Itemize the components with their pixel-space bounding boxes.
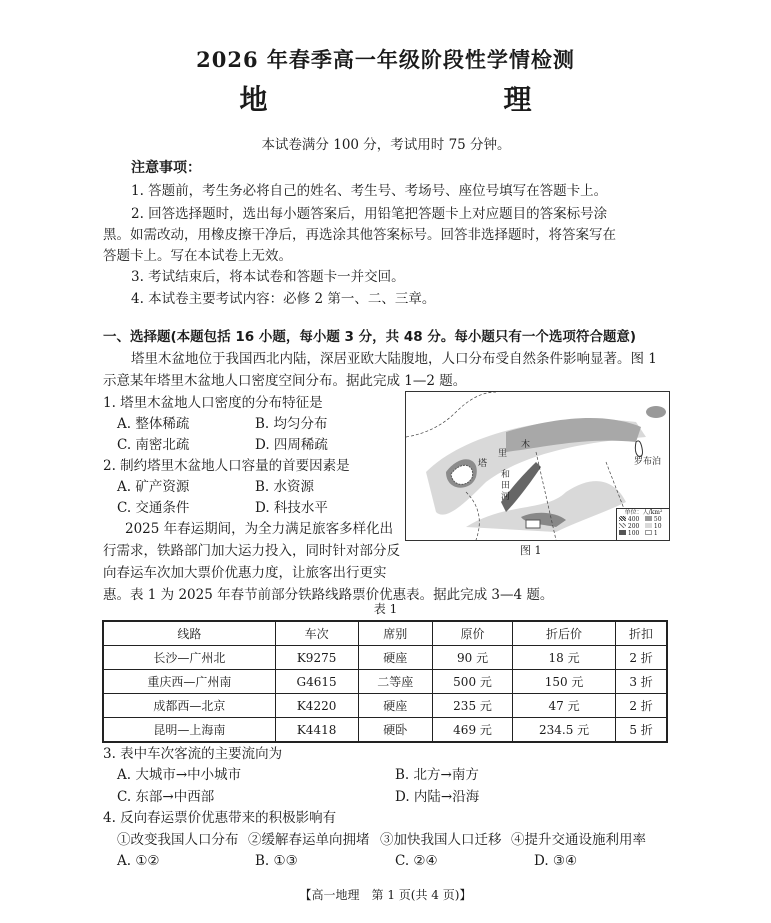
population-density-map xyxy=(405,391,670,541)
passage-line: 向春运车次加大票价优惠力度，让旅客出行更实 xyxy=(103,565,387,581)
table-cell: K4220 xyxy=(275,694,358,718)
table-cell: 2 折 xyxy=(616,694,667,718)
table-header: 折扣 xyxy=(616,621,667,646)
table-cell: 47 元 xyxy=(513,694,616,718)
option-4d[interactable]: D. ③④ xyxy=(534,853,578,869)
passage-line: 2025 年春运期间，为全力满足旅客多样化出 xyxy=(125,521,394,537)
table-cell: 5 折 xyxy=(616,718,667,743)
question-3-stem: 3. 表中车次客流的主要流向为 xyxy=(103,746,283,762)
page-footer: 【高一地理 第 1 页(共 4 页)】 xyxy=(299,888,472,902)
legend-value: 100 xyxy=(627,530,640,537)
legend-value: 400 xyxy=(627,516,640,523)
table-cell: 3 折 xyxy=(616,670,667,694)
legend-swatch xyxy=(619,523,626,528)
notice-item: 答题卡上。写在本试卷上无效。 xyxy=(103,248,292,264)
option-2c[interactable]: C. 交通条件 xyxy=(117,500,190,516)
map-label: 塔 xyxy=(478,459,488,469)
legend-swatch xyxy=(619,516,626,521)
legend-swatch xyxy=(645,530,652,535)
map-label: 里 xyxy=(498,449,508,459)
statement-2: ②缓解春运单向拥堵 xyxy=(248,832,370,848)
table-header: 车次 xyxy=(275,621,358,646)
question-4-stem: 4. 反向春运票价优惠带来的积极影响有 xyxy=(103,810,337,826)
table-cell: 昆明—上海南 xyxy=(103,718,275,743)
map-legend xyxy=(616,508,670,541)
figure-caption: 图 1 xyxy=(520,544,542,557)
option-3c[interactable]: C. 东部→中西部 xyxy=(117,789,215,805)
notice-item: 黑。如需改动，用橡皮擦干净后，再选涂其他答案标号。回答非选择题时，将答案写在 xyxy=(103,227,616,243)
table-cell: 长沙—广州北 xyxy=(103,646,275,670)
option-4c[interactable]: C. ②④ xyxy=(395,853,438,869)
table-header: 原价 xyxy=(433,621,513,646)
table-cell: 重庆西—广州南 xyxy=(103,670,275,694)
table-cell: 18 元 xyxy=(513,646,616,670)
option-1b[interactable]: B. 均匀分布 xyxy=(255,416,328,432)
legend-swatch xyxy=(645,523,652,528)
option-4b[interactable]: B. ①③ xyxy=(255,853,298,869)
table-cell: 90 元 xyxy=(433,646,513,670)
table-cell: 硬座 xyxy=(358,646,433,670)
option-3d[interactable]: D. 内陆→沿海 xyxy=(395,789,480,805)
question-1-stem: 1. 塔里木盆地人口密度的分布特征是 xyxy=(103,395,323,411)
statement-4: ④提升交通设施利用率 xyxy=(511,832,646,848)
legend-swatch xyxy=(619,530,626,535)
option-3b[interactable]: B. 北方→南方 xyxy=(395,767,479,783)
option-2d[interactable]: D. 科技水平 xyxy=(255,500,328,516)
notice-heading: 注意事项： xyxy=(131,160,201,176)
question-2-stem: 2. 制约塔里木盆地人口容量的首要因素是 xyxy=(103,458,350,474)
map-label: 和 xyxy=(501,470,511,480)
table-row xyxy=(103,718,667,743)
notice-item: 2. 回答选择题时，选出每小题答案后，用铅笔把答题卡上对应题目的答案标号涂 xyxy=(131,206,608,222)
legend-value: 200 xyxy=(627,523,640,530)
option-3a[interactable]: A. 大城市→中小城市 xyxy=(117,767,242,783)
table-row xyxy=(103,694,667,718)
table-row xyxy=(103,670,667,694)
table-cell: 2 折 xyxy=(616,646,667,670)
subject-title: 地 理 xyxy=(239,83,592,116)
table-header: 席别 xyxy=(358,621,433,646)
notice-item: 1. 答题前，考生务必将自己的姓名、考生号、考场号、座位号填写在答题卡上。 xyxy=(131,183,608,199)
table-cell: K4418 xyxy=(275,718,358,743)
map-label: 木 xyxy=(521,440,531,450)
map-label: 田 xyxy=(501,481,511,491)
ticket-price-table xyxy=(102,620,668,743)
legend-value: 50 xyxy=(653,516,662,523)
notice-item: 3. 考试结束后，将本试卷和答题卡一并交回。 xyxy=(131,269,405,285)
section-heading: 一、选择题(本题包括 16 小题，每小题 3 分，共 48 分。每小题只有一个选项符合题意) xyxy=(103,329,637,345)
table-cell: K9275 xyxy=(275,646,358,670)
exam-title: 2026 年春季高一年级阶段性学情检测 xyxy=(196,47,575,72)
table-cell: 469 元 xyxy=(433,718,513,743)
table-cell: G4615 xyxy=(275,670,358,694)
legend-value: 1 xyxy=(653,530,658,537)
table-cell: 成都西—北京 xyxy=(103,694,275,718)
table-cell: 二等座 xyxy=(358,670,433,694)
passage-line: 惠。表 1 为 2025 年春节前部分铁路线路票价优惠表。据此完成 3—4 题。 xyxy=(103,587,554,603)
table-header: 折后价 xyxy=(513,621,616,646)
table-row xyxy=(103,646,667,670)
table-cell: 234.5 元 xyxy=(513,718,616,743)
notice-item: 4. 本试卷主要考试内容：必修 2 第一、二、三章。 xyxy=(131,291,436,307)
map-label-lop-nur: 罗布泊 xyxy=(634,457,662,467)
option-4a[interactable]: A. ①② xyxy=(117,853,160,869)
table-caption: 表 1 xyxy=(373,602,398,616)
table-cell: 硬卧 xyxy=(358,718,433,743)
exam-intro: 本试卷满分 100 分，考试用时 75 分钟。 xyxy=(261,137,511,153)
option-1a[interactable]: A. 整体稀疏 xyxy=(117,416,190,432)
table-cell: 150 元 xyxy=(513,670,616,694)
statement-3: ③加快我国人口迁移 xyxy=(380,832,502,848)
table-cell: 硬座 xyxy=(358,694,433,718)
option-2a[interactable]: A. 矿产资源 xyxy=(117,479,190,495)
passage-line: 塔里木盆地位于我国西北内陆，深居亚欧大陆腹地，人口分布受自然条件影响显著。图 1 xyxy=(131,351,657,367)
passage-line: 示意某年塔里木盆地人口密度空间分布。据此完成 1—2 题。 xyxy=(103,373,467,389)
legend-swatch xyxy=(645,516,652,521)
legend-title: 单位：人/km² xyxy=(624,509,663,516)
option-2b[interactable]: B. 水资源 xyxy=(255,479,315,495)
table-header-row xyxy=(103,621,667,646)
option-1c[interactable]: C. 南密北疏 xyxy=(117,437,190,453)
map-label: 河 xyxy=(501,492,511,502)
option-1d[interactable]: D. 四周稀疏 xyxy=(255,437,328,453)
legend-value: 10 xyxy=(653,523,662,530)
table-cell: 500 元 xyxy=(433,670,513,694)
passage-line: 行需求，铁路部门加大运力投入，同时针对部分反 xyxy=(103,543,400,559)
table-header: 线路 xyxy=(103,621,275,646)
statement-1: ①改变我国人口分布 xyxy=(117,832,239,848)
table-cell: 235 元 xyxy=(433,694,513,718)
